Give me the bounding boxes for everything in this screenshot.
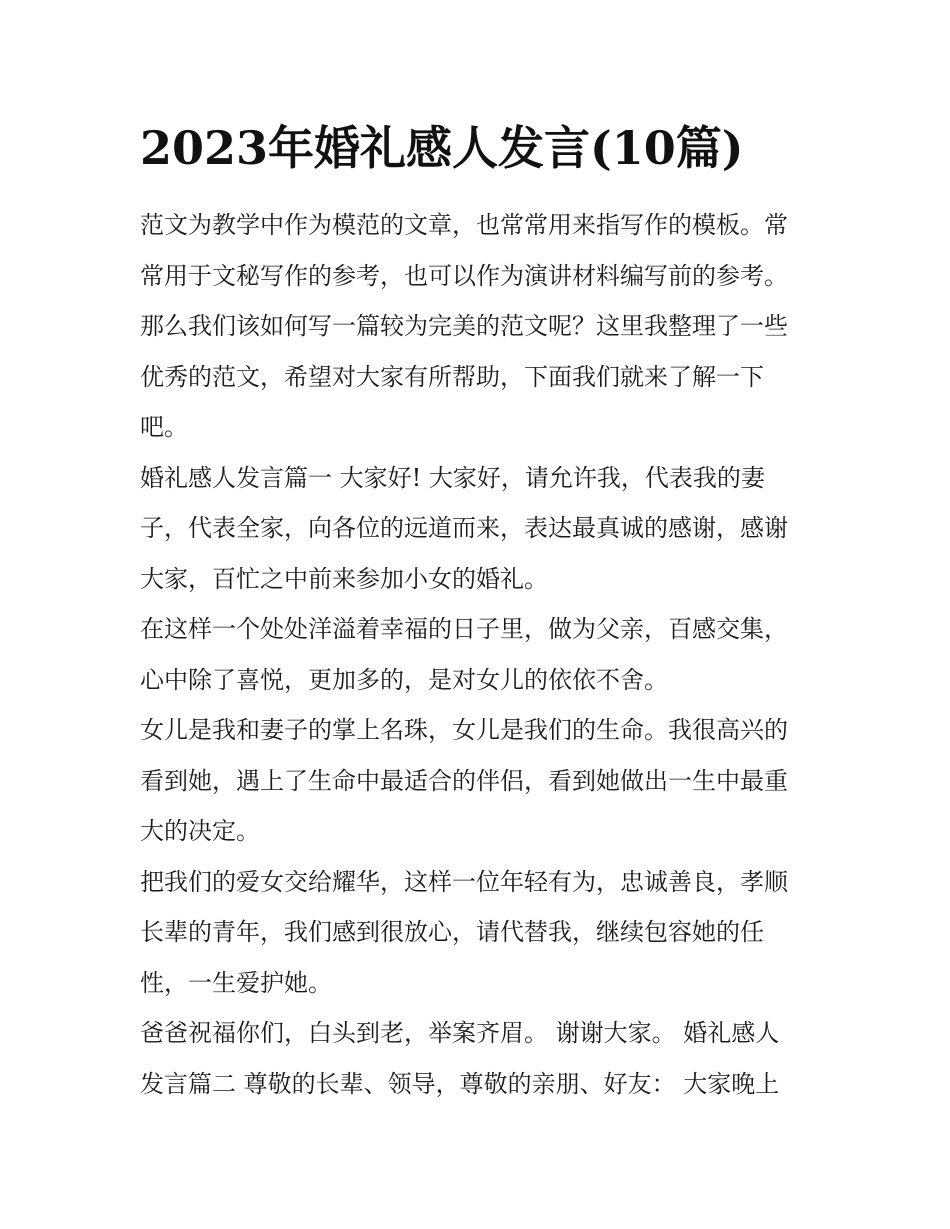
text-line: 婚礼感人发言篇一 大家好! 大家好，请允许我，代表我的妻 bbox=[140, 463, 765, 492]
text-line: 子，代表全家，向各位的远道而来，表达最真诚的感谢，感谢 bbox=[140, 514, 788, 542]
text-line: 把我们的爱女交给耀华，这样一位年轻有为，忠诚善良，孝顺 bbox=[140, 867, 788, 896]
text-line: 发言篇二 尊敬的长辈、领导，尊敬的亲朋、好友： 大家晚上 bbox=[140, 1069, 780, 1098]
paragraph-speech-one-daughter bbox=[140, 705, 810, 857]
paragraph-intro bbox=[140, 200, 810, 453]
paragraph-speech-one-groom bbox=[140, 857, 810, 1009]
text-line: 范文为教学中作为模范的文章，也常常用来指写作的模板。常 bbox=[140, 211, 788, 239]
text-line: 吧。 bbox=[140, 413, 188, 441]
paragraph-speech-one-feelings bbox=[140, 604, 810, 705]
text-line: 大家，百忙之中前来参加小女的婚礼。 bbox=[140, 564, 548, 593]
text-line: 在这样一个处处洋溢着幸福的日子里，做为父亲，百感交集， bbox=[140, 615, 788, 643]
text-line: 大的决定。 bbox=[140, 817, 260, 845]
text-line: 爸爸祝福你们，白头到老，举案齐眉。 谢谢大家。 婚礼感人 bbox=[140, 1019, 780, 1047]
text-line: 看到她，遇上了生命中最适合的伴侣，看到她做出一生中最重 bbox=[140, 766, 788, 795]
text-line: 心中除了喜悦，更加多的，是对女儿的依依不舍。 bbox=[140, 665, 668, 694]
paragraph-speech-one-opening bbox=[140, 453, 810, 605]
text-line: 长辈的青年，我们感到很放心，请代替我，继续包容她的任 bbox=[140, 918, 764, 946]
text-line: 优秀的范文，希望对大家有所帮助，下面我们就来了解一下 bbox=[140, 362, 764, 391]
text-line: 性，一生爱护她。 bbox=[140, 968, 332, 997]
document-title: 2023年婚礼感人发言(10篇) bbox=[140, 121, 744, 175]
paragraph-speech-one-blessing bbox=[140, 1008, 810, 1109]
text-line: 常用于文秘写作的参考，也可以作为演讲材料编写前的参考。 bbox=[140, 261, 788, 290]
text-line: 女儿是我和妻子的掌上名珠，女儿是我们的生命。我很高兴的 bbox=[140, 716, 788, 744]
text-line: 那么我们该如何写一篇较为完美的范文呢？这里我整理了一些 bbox=[140, 312, 788, 340]
document-body bbox=[140, 200, 810, 1109]
